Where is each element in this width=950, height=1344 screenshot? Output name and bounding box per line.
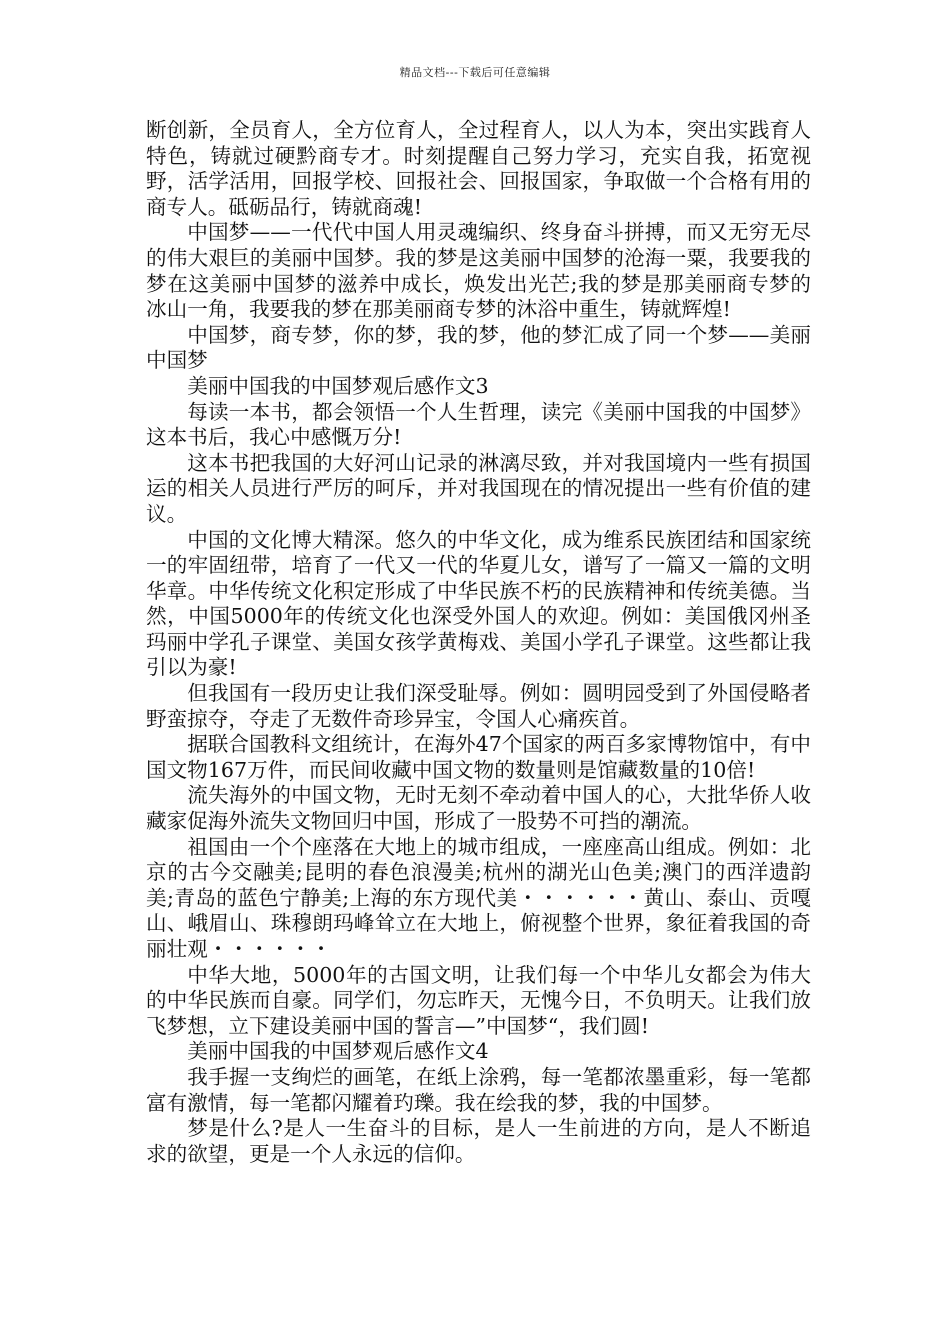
paragraph: 但我国有一段历史让我们深受耻辱。例如：圆明园受到了外国侵略者野蛮掠夺，夺走了无数件奇珍异宝，令国人心痛疾首。 bbox=[146, 681, 811, 731]
paragraph: 我手握一支绚烂的画笔，在纸上涂鸦，每一笔都浓墨重彩，每一笔都富有激情，每一笔都闪耀着玓瓅。我在绘我的梦，我的中国梦。 bbox=[146, 1064, 811, 1115]
paragraph: 中国梦——一代代中国人用灵魂编织、终身奋斗拼搏，而又无穷无尽的伟大艰巨的美丽中国梦。我的梦是这美丽中国梦的沧海一粟，我要我的梦在这美丽中国梦的滋养中成长，焕发出光芒;我的梦是那美丽商专梦的冰山一角，我要我的梦在那美丽商专梦的沐浴中重生，铸就辉煌! bbox=[146, 220, 811, 322]
paragraph: 中国的文化博大精深。悠久的中华文化，成为维系民族团结和国家统一的牢固纽带，培育了一代又一代的华夏儿女，谱写了一篇又一篇的文明华章。中华传统文化积定形成了中华民族不朽的民族精神和传统美德。当然，中国5000年的传统文化也深受外国人的欢迎。例如：美国俄冈州圣玛丽中学孔子课堂、美国女孩学黄梅戏、美国小学孔子课堂。这些都让我引以为豪! bbox=[146, 527, 811, 680]
paragraph: 祖国由一个个座落在大地上的城市组成，一座座高山组成。例如：北京的古今交融美;昆明的春色浪漫美;杭州的湖光山色美;澳门的西洋遗韵美;青岛的蓝色宁静美;上海的东方现代美・・・・・・黄山、泰山、贡嘎山、峨眉山、珠穆朗玛峰耸立在大地上，俯视整个世界，象征着我国的奇丽壮观・・・・・・ bbox=[146, 834, 811, 961]
paragraph: 中国梦，商专梦，你的梦，我的梦，他的梦汇成了同一个梦——美丽中国梦 bbox=[146, 322, 811, 373]
paragraph: 中华大地，5000年的古国文明，让我们每一个中华儿女都会为伟大的中华民族而自豪。同学们，勿忘昨天，无愧今日，不负明天。让我们放飞梦想，立下建设美丽中国的誓言—”中国梦“，我们圆! bbox=[146, 962, 811, 1038]
paragraph: 每读一本书，都会领悟一个人生哲理，读完《美丽中国我的中国梦》这本书后，我心中感慨万分! bbox=[146, 399, 811, 450]
section-heading: 美丽中国我的中国梦观后感作文4 bbox=[187, 1039, 489, 1064]
paragraph: 据联合国教科文组统计，在海外47个国家的两百多家博物馆中，有中国文物167万件，而民间收藏中国文物的数量则是馆藏数量的10倍! bbox=[146, 732, 811, 782]
paragraph: 流失海外的中国文物，无时无刻不牵动着中国人的心，大批华侨人收藏家促海外流失文物回归中国，形成了一股势不可挡的潮流。 bbox=[146, 783, 811, 834]
paragraph: 这本书把我国的大好河山记录的淋漓尽致，并对我国境内一些有损国运的相关人员进行严厉的呵斥，并对我国现在的情况提出一些有价值的建议。 bbox=[146, 450, 811, 526]
page-header: 精品文档---下载后可任意编辑 bbox=[399, 66, 551, 79]
document-body bbox=[146, 118, 811, 1167]
paragraph: 梦是什么?是人一生奋斗的目标，是人一生前进的方向，是人不断追求的欲望，更是一个人永远的信仰。 bbox=[146, 1116, 811, 1166]
section-heading: 美丽中国我的中国梦观后感作文3 bbox=[187, 373, 489, 398]
paragraph: 断创新，全员育人，全方位育人，全过程育人，以人为本，突出实践育人特色，铸就过硬黔商专才。时刻提醒自己努力学习，充实自我，拓宽视野，活学活用，回报学校、回报社会、回报国家，争取做一个合格有用的商专人。砥砺品行，铸就商魂! bbox=[146, 118, 811, 219]
